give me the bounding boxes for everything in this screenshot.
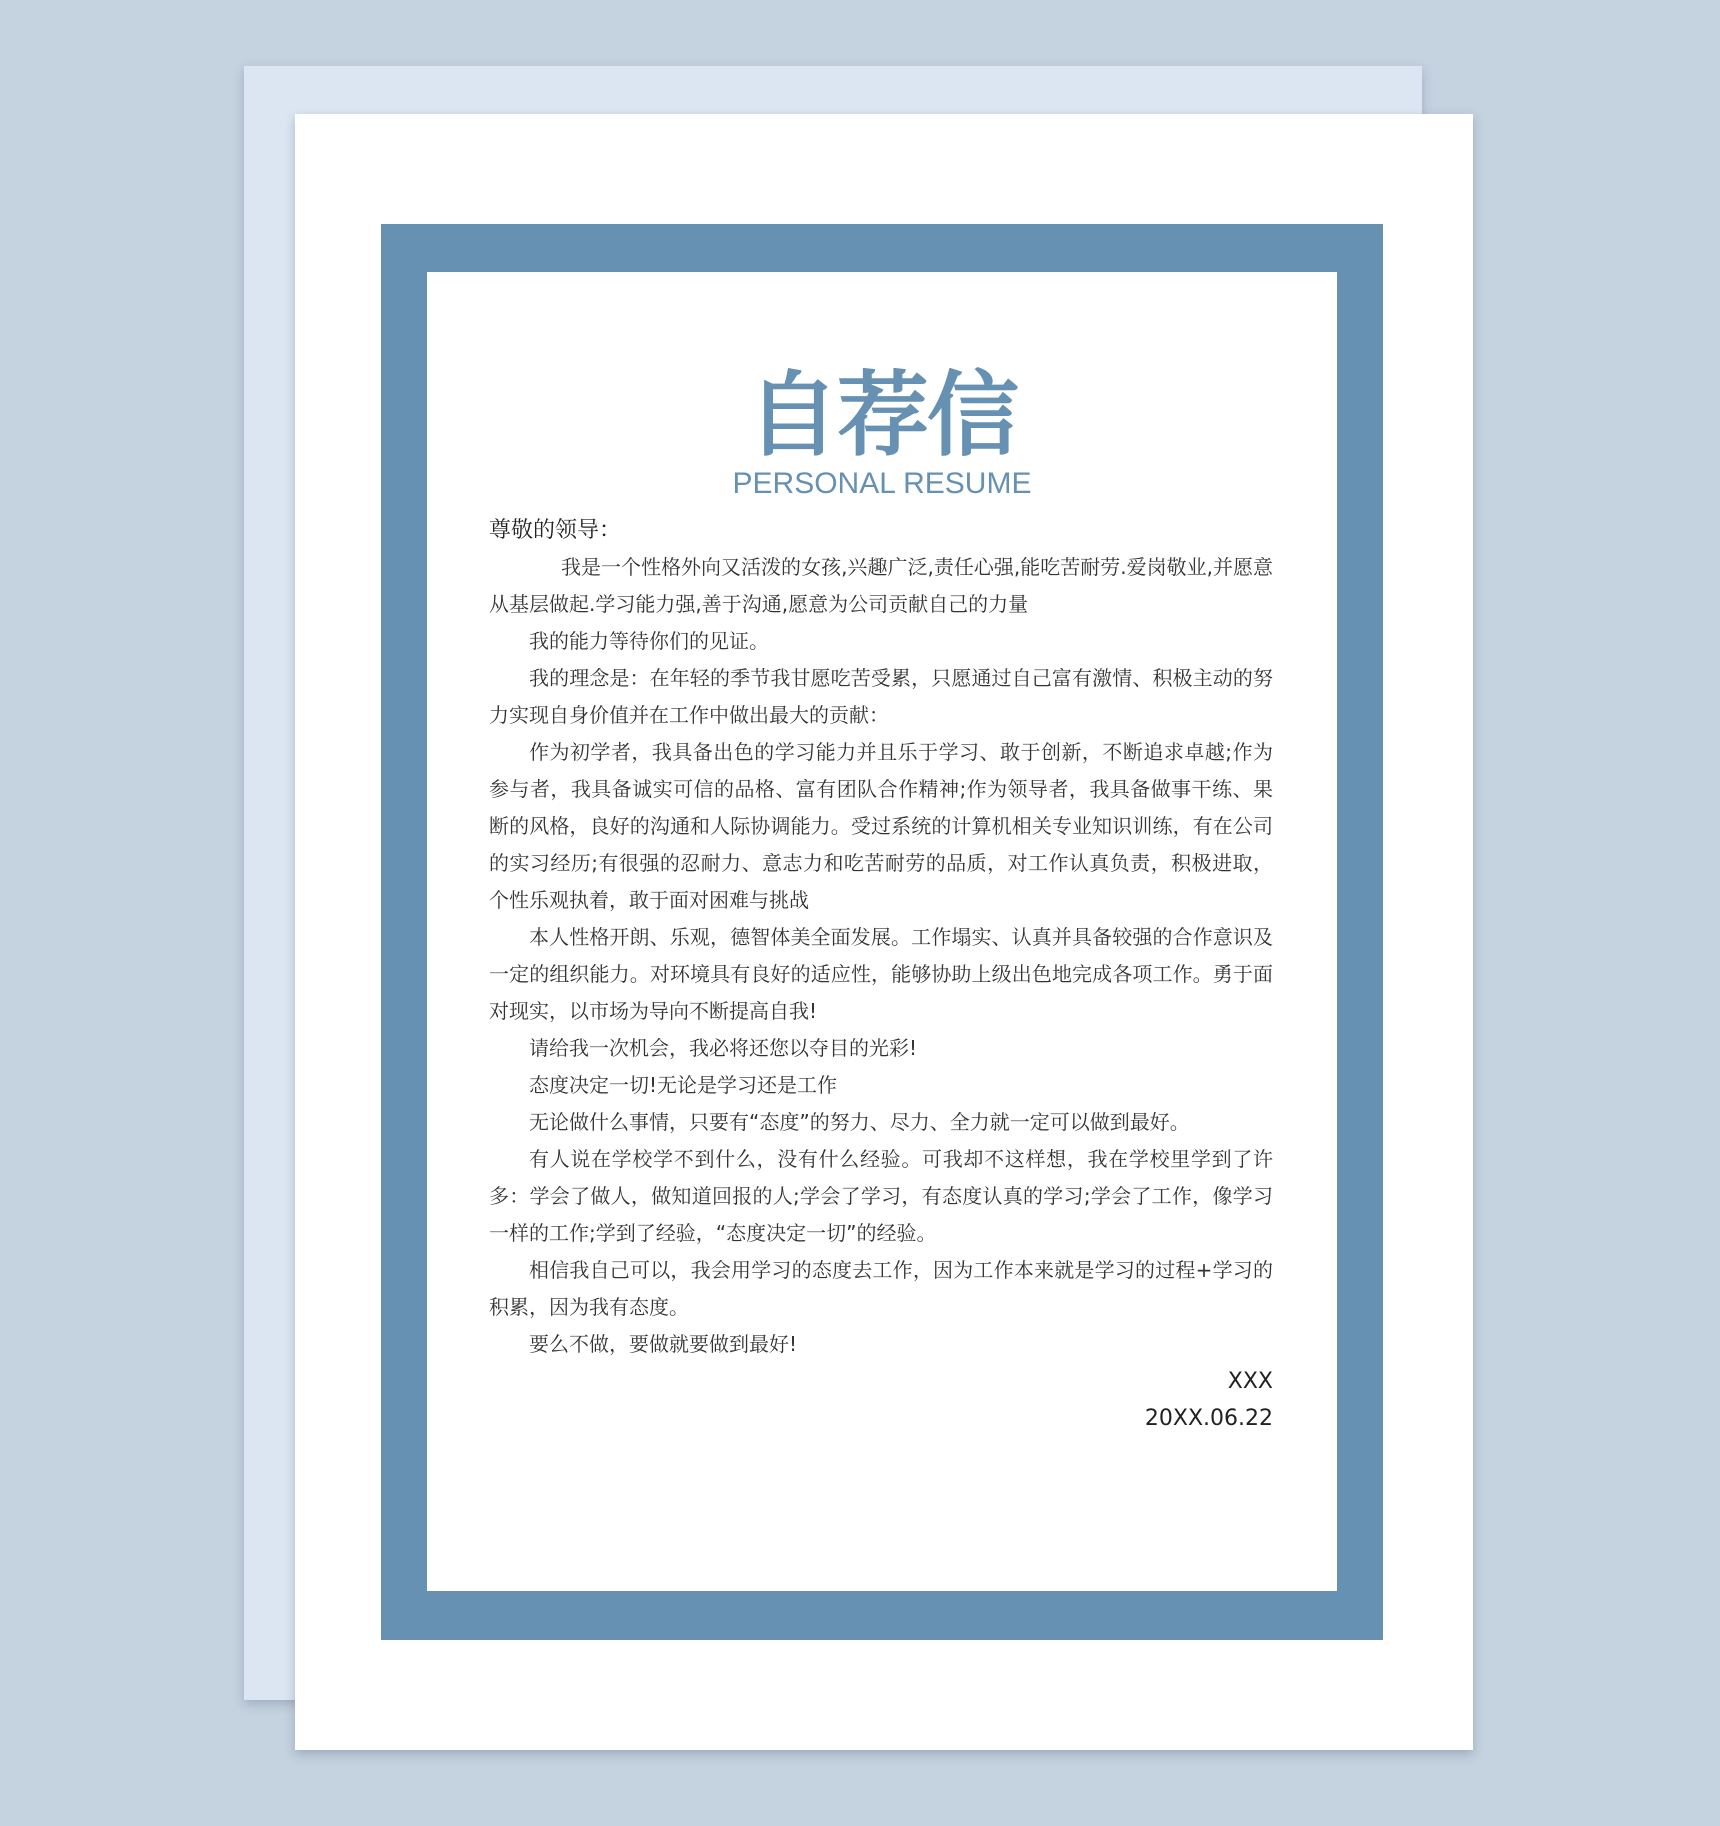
letter-greeting: 尊敬的领导： — [489, 518, 622, 543]
letter-page — [427, 272, 1337, 1591]
letter-paragraph: 我是一个性格外向又活泼的女孩,兴趣广泛,责任心强,能吃苦耐劳.爱岗敬业,并愿意从基层做起.学习能力强,善于沟通,愿意为公司贡献自己的力量 — [489, 555, 1273, 616]
signature: XXX — [1227, 1369, 1273, 1394]
letter-paragraph: 请给我一次机会，我必将还您以夺目的光彩! — [529, 1036, 918, 1060]
letter-paragraph: 我的理念是：在年轻的季节我甘愿吃苦受累，只愿通过自己富有激情、积极主动的努力实现自身价值并在工作中做出最大的贡献： — [489, 666, 1273, 727]
letter-date: 20XX.06.22 — [1144, 1406, 1273, 1431]
letter-paragraph: 态度决定一切!无论是学习还是工作 — [529, 1073, 838, 1097]
letter-body — [489, 512, 1273, 1437]
letter-paragraph: 相信我自己可以，我会用学习的态度去工作，因为工作本来就是学习的过程+学习的积累，因为我有态度。 — [489, 1258, 1273, 1319]
letter-paragraph: 要么不做，要做就要做到最好! — [529, 1332, 798, 1356]
letter-paragraph: 有人说在学校学不到什么，没有什么经验。可我却不这样想，我在学校里学到了许多：学会了做人，做知道回报的人;学会了学习，有态度认真的学习;学会了工作，像学习一样的工作;学到了经验，“态度决定一切”的经验。 — [489, 1147, 1273, 1245]
letter-paragraph: 无论做什么事情，只要有“态度”的努力、尽力、全力就一定可以做到最好。 — [529, 1110, 1190, 1134]
page-title: 自荐信 — [746, 362, 1017, 469]
page-subtitle: PERSONAL RESUME — [732, 467, 1032, 500]
letter-paragraph: 我的能力等待你们的见证。 — [529, 629, 769, 653]
letter-paragraph: 本人性格开朗、乐观，德智体美全面发展。工作塌实、认真并具备较强的合作意识及一定的组织能力。对环境具有良好的适应性，能够协助上级出色地完成各项工作。勇于面对现实，以市场为导向不断提高自我! — [489, 925, 1273, 1023]
letter-paragraph: 作为初学者，我具备出色的学习能力并且乐于学习、敢于创新，不断追求卓越;作为参与者，我具备诚实可信的品格、富有团队合作精神;作为领导者，我具备做事干练、果断的风格，良好的沟通和人际协调能力。受过系统的计算机相关专业知识训练，有在公司的实习经历;有很强的忍耐力、意志力和吃苦耐劳的品质，对工作认真负责，积极进取，个性乐观执着，敢于面对困难与挑战 — [489, 740, 1273, 912]
